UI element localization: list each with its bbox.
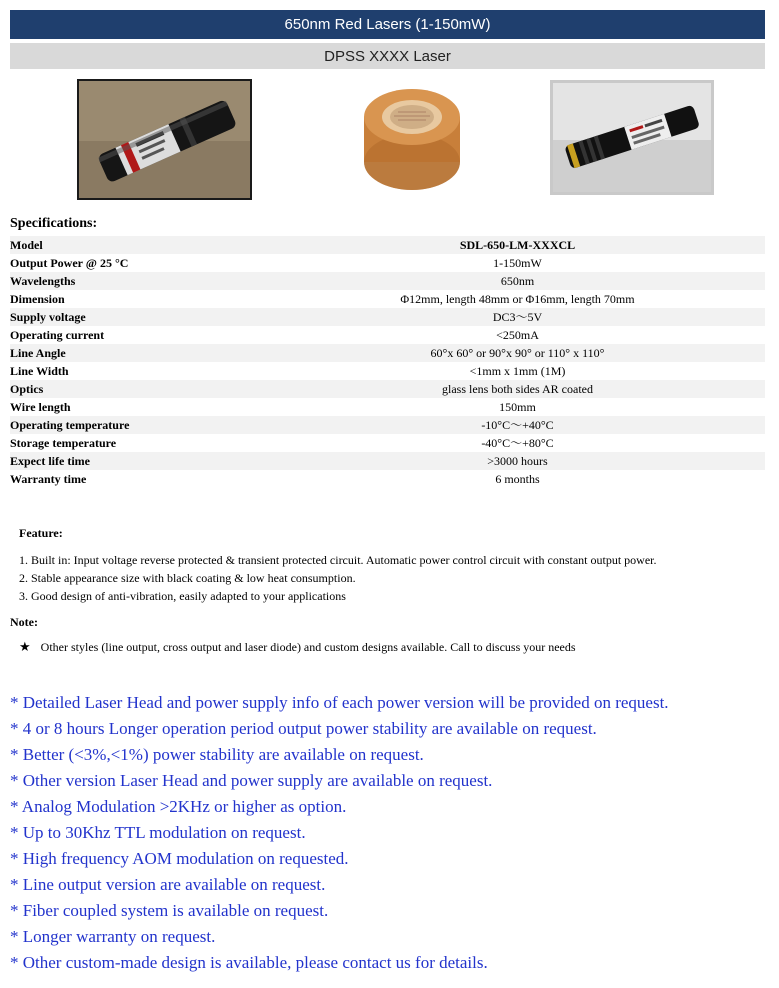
table-row [10,344,765,362]
spec-label: Optics [10,380,270,398]
note-line [19,640,576,655]
spec-value: 6 months [495,472,540,486]
laser-module-photo-2 [550,80,714,195]
spec-label: Line Angle [10,344,270,362]
list-item: * Up to 30Khz TTL modulation on request. [10,823,306,842]
spec-label: Expect life time [10,452,270,470]
table-row [10,308,765,326]
table-row [10,326,765,344]
spec-label: Supply voltage [10,308,270,326]
table-row [10,362,765,380]
table-row [10,470,765,488]
spec-value: SDL-650-LM-XXXCL [270,236,765,254]
spec-label: Operating current [10,328,105,342]
list-item: 1. Built in: Input voltage reverse protected & transient protected circuit. Automatic power control circuit with constant output power. [19,553,657,567]
specifications-heading: Specifications: [10,216,98,231]
spec-value: 1-150mW [493,256,542,270]
spec-label: Model [10,236,270,254]
specifications-table [10,236,765,488]
spec-value: <1mm x 1mm (1M) [469,364,566,378]
feature-heading: Feature: [19,526,63,540]
table-row [10,452,765,470]
spec-value: DC3～5V [270,308,765,326]
list-item: * Fiber coupled system is available on request. [10,901,329,920]
table-row [10,380,765,398]
table-row [10,398,765,416]
spec-value: Φ12mm, length 48mm or Φ16mm, length 70mm [400,292,635,306]
laser-lens-photo [354,82,463,194]
list-item: * Longer warranty on request. [10,927,216,946]
spec-label: Storage temperature [10,436,117,450]
options-list [10,690,669,976]
spec-label: Dimension [10,292,65,306]
list-item: 3. Good design of anti-vibration, easily adapted to your applications [19,589,346,603]
product-subtitle-bar [10,43,765,69]
list-item: * Better (<3%,<1%) power stability are available on request. [10,745,424,764]
spec-value: -40°C～+80°C [481,436,554,450]
list-item: * 4 or 8 hours Longer operation period output power stability are available on request. [10,719,597,738]
table-row [10,236,765,254]
list-item: * Other custom-made design is available, please contact us for details. [10,953,488,972]
spec-label: Wire length [10,400,71,414]
spec-value: >3000 hours [270,452,765,470]
spec-value: 150mm [499,400,536,414]
list-item: * Detailed Laser Head and power supply info of each power version will be provided on request. [10,693,669,712]
note-text: Other styles (line output, cross output and laser diode) and custom designs available. Call to discuss your needs [40,640,576,654]
spec-label: Wavelengths [10,272,270,290]
spec-value: -10°C～+40°C [270,416,765,434]
table-row [10,272,765,290]
page-title: 650nm Red Lasers (1-150mW) [284,16,491,33]
page-title-bar [10,10,765,39]
table-row [10,254,765,272]
list-item: * Other version Laser Head and power supply are available on request. [10,771,493,790]
table-row [10,290,765,308]
product-subtitle: DPSS XXXX Laser [324,47,451,65]
feature-list [19,551,657,605]
list-item: * High frequency AOM modulation on requested. [10,849,349,868]
spec-label: Output Power @ 25 °C [10,256,129,270]
spec-value: 650nm [270,272,765,290]
table-row [10,416,765,434]
laser-module-photo-1 [77,79,252,200]
star-icon: ★ [19,640,31,655]
list-item: * Line output version are available on request. [10,875,326,894]
spec-label: Operating temperature [10,416,270,434]
table-row [10,434,765,452]
spec-value: <250mA [496,328,539,342]
spec-label: Warranty time [10,472,87,486]
spec-value: 60°x 60° or 90°x 90° or 110° x 110° [270,344,765,362]
list-item: * Analog Modulation >2KHz or higher as option. [10,797,347,816]
list-item: 2. Stable appearance size with black coating & low heat consumption. [19,571,356,585]
spec-label: Line Width [10,364,69,378]
spec-value: glass lens both sides AR coated [270,380,765,398]
note-heading: Note: [10,615,38,629]
